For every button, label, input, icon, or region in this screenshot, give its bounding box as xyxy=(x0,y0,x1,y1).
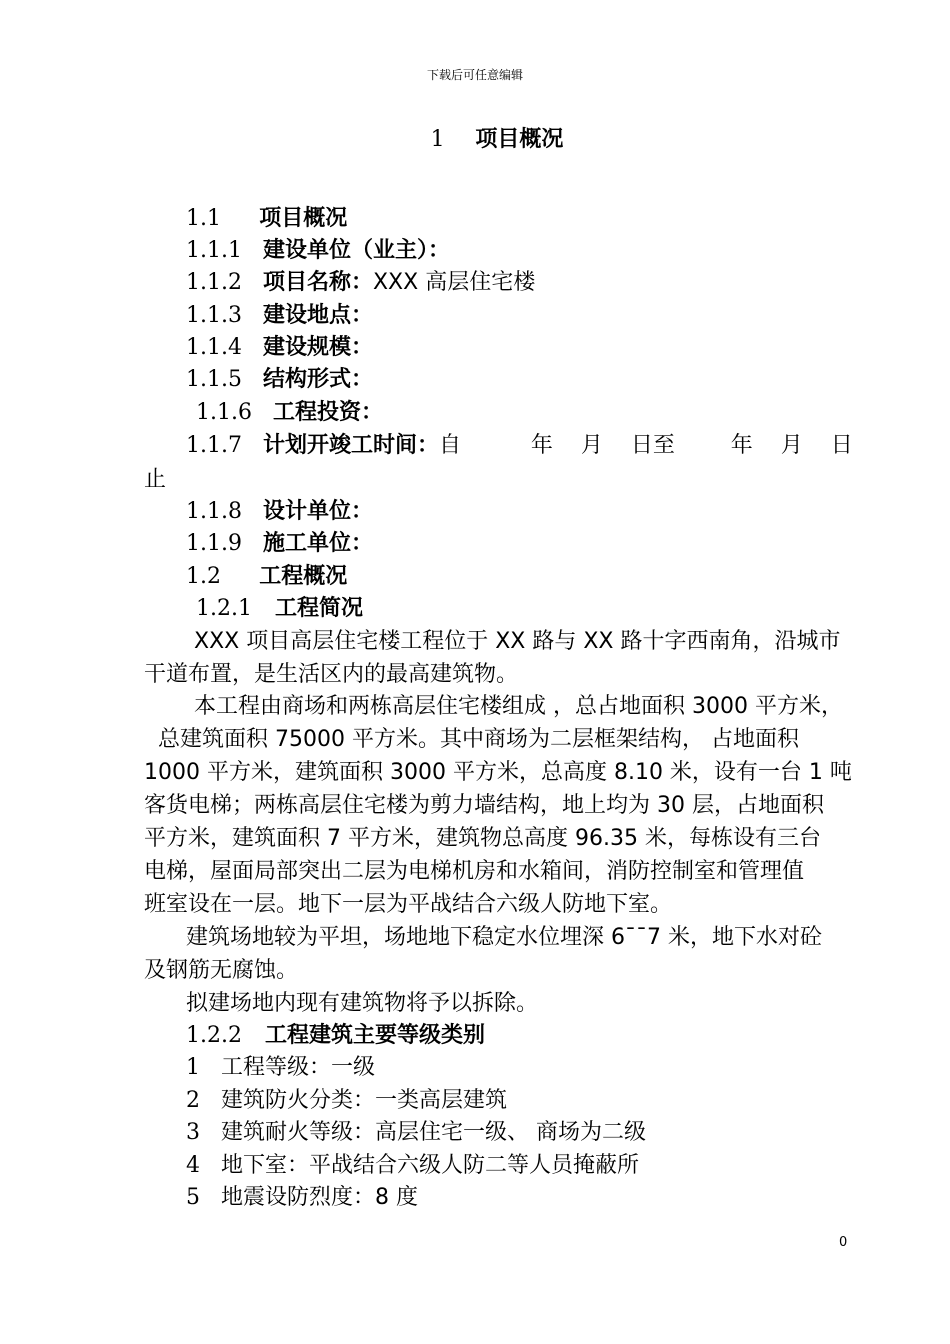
section-number: 1.2.2 xyxy=(186,1023,242,1048)
page-number: 0 xyxy=(839,1235,848,1250)
section-title: 工程建筑主要等级类别 xyxy=(264,1023,485,1048)
grade-number: 2 xyxy=(186,1088,200,1113)
item-value: 自 年 月 日至 年 月 日 xyxy=(438,433,853,458)
grade-text: 建筑耐火等级：高层住宅一级、 商场为二级 xyxy=(220,1120,646,1145)
item-label: 施工单位： xyxy=(262,531,373,556)
grade-item xyxy=(186,1182,418,1214)
section-title: 工程概况 xyxy=(259,564,348,589)
body-line: 客货电梯；两栋高层住宅楼为剪力墙结构，地上均为 30 层，占地面积 xyxy=(144,793,824,818)
section-number: 1.2 xyxy=(186,564,221,589)
item-1-1-6 xyxy=(196,397,383,429)
section-1-2 xyxy=(186,561,347,593)
item-1-1-9 xyxy=(186,528,373,560)
body-line: 及钢筋无腐蚀。 xyxy=(144,958,299,983)
item-number: 1.1.3 xyxy=(186,303,242,328)
chapter-title xyxy=(0,122,950,153)
item-1-1-8 xyxy=(186,496,373,528)
body-line: XXX 项目高层住宅楼工程位于 XX 路与 XX 路十字西南角，沿城市 xyxy=(194,629,841,654)
item-label: 设计单位： xyxy=(262,499,373,524)
item-1-1-7-continuation: 止 xyxy=(144,467,167,492)
body-line: 班室设在一层。地下一层为平战结合六级人防地下室。 xyxy=(144,892,673,917)
item-number: 1.1.9 xyxy=(186,531,242,556)
section-1-2-1 xyxy=(196,593,363,625)
item-number: 1.1.6 xyxy=(196,400,252,425)
grade-number: 1 xyxy=(186,1055,200,1080)
item-1-1-5 xyxy=(186,364,373,396)
grade-number: 3 xyxy=(186,1120,200,1145)
item-number: 1.1.2 xyxy=(186,270,242,295)
grade-item xyxy=(186,1085,507,1117)
grade-text: 建筑防火分类：一类高层建筑 xyxy=(220,1088,507,1113)
body-line: 干道布置，是生活区内的最高建筑物。 xyxy=(144,662,519,687)
item-label: 建设单位（业主）： xyxy=(262,238,450,263)
grade-item xyxy=(186,1117,646,1149)
chapter-title-text: 项目概况 xyxy=(475,127,564,152)
body-line: 建筑场地较为平坦，场地地下稳定水位埋深 6¯¯7 米，地下水对砼 xyxy=(186,925,822,950)
item-number: 1.1.7 xyxy=(186,433,242,458)
grade-number: 4 xyxy=(186,1153,200,1178)
item-1-1-1 xyxy=(186,235,450,267)
section-title: 项目概况 xyxy=(259,206,348,231)
section-1-2-2 xyxy=(186,1020,485,1052)
item-number: 1.1.1 xyxy=(186,238,242,263)
grade-text: 地下室：平战结合六级人防二等人员掩蔽所 xyxy=(220,1153,639,1178)
item-number: 1.1.8 xyxy=(186,499,242,524)
item-label: 结构形式： xyxy=(262,367,373,392)
section-number: 1.2.1 xyxy=(196,596,252,621)
item-label: 项目名称： xyxy=(262,270,373,295)
body-line: 电梯，屋面局部突出二层为电梯机房和水箱间，消防控制室和管理值 xyxy=(144,859,805,884)
body-line: 1000 平方米，建筑面积 3000 平方米，总高度 8.10 米，设有一台 1 吨 xyxy=(144,760,852,785)
grade-item xyxy=(186,1150,639,1182)
section-title: 工程简况 xyxy=(274,596,363,621)
item-label: 建设规模： xyxy=(262,335,373,360)
item-label: 建设地点： xyxy=(262,303,373,328)
item-1-1-7 xyxy=(186,430,853,462)
chapter-number: 1 xyxy=(430,127,445,152)
grade-item xyxy=(186,1052,375,1084)
item-label: 计划开竣工时间： xyxy=(262,433,439,458)
body-line: 本工程由商场和两栋高层住宅楼组成 ，总占地面积 3000 平方米， xyxy=(194,694,843,719)
body-line: 拟建场地内现有建筑物将予以拆除。 xyxy=(186,991,539,1016)
item-label: 工程投资： xyxy=(272,400,383,425)
item-1-1-3 xyxy=(186,300,373,332)
page-header: 下载后可任意编辑 xyxy=(426,68,523,82)
section-1-1 xyxy=(186,203,347,235)
item-number: 1.1.4 xyxy=(186,335,242,360)
grade-number: 5 xyxy=(186,1185,200,1210)
item-1-1-4 xyxy=(186,332,373,364)
section-number: 1.1 xyxy=(186,206,221,231)
item-1-1-2 xyxy=(186,267,535,299)
body-line: 总建筑面积 75000 平方米。其中商场为二层框架结构， 占地面积 xyxy=(158,727,799,752)
grade-text: 工程等级：一级 xyxy=(220,1055,375,1080)
grade-text: 地震设防烈度：8 度 xyxy=(220,1185,418,1210)
item-number: 1.1.5 xyxy=(186,367,242,392)
item-value: XXX 高层住宅楼 xyxy=(372,270,536,295)
body-line: 平方米，建筑面积 7 平方米，建筑物总高度 96.35 米，每栋设有三台 xyxy=(144,826,821,851)
